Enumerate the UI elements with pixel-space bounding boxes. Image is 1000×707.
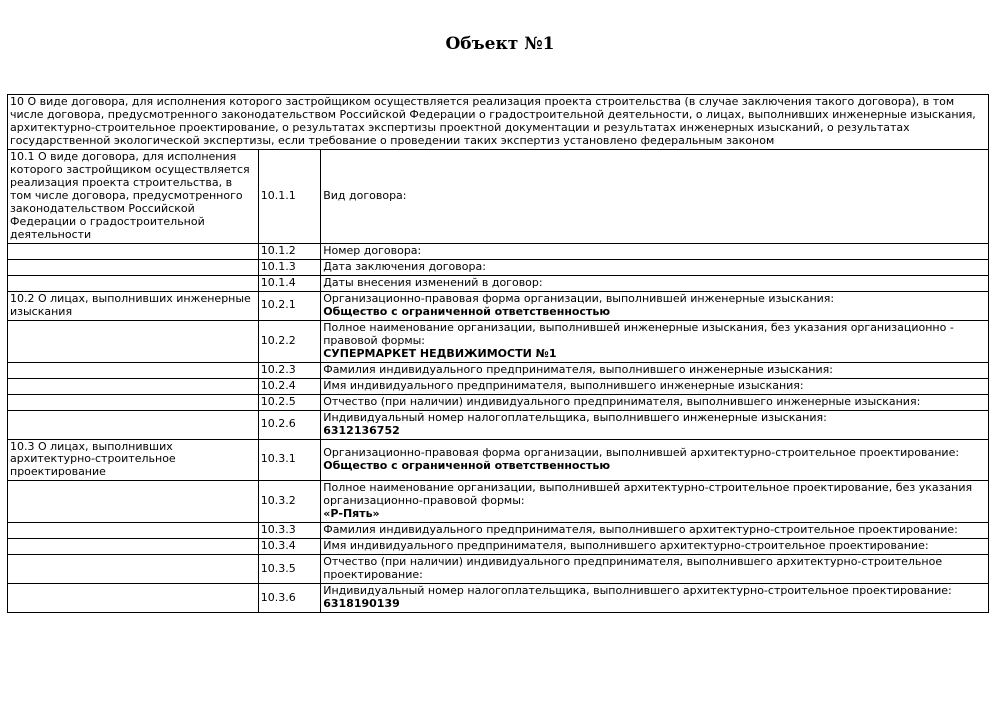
object-declaration-table [7,94,989,613]
row-content-cell [321,584,989,613]
row-label: Отчество (при наличии) индивидуального предпринимателя, выполнившего архитектурно-строительное проектирование: [323,555,943,582]
row-content-cell [321,378,989,394]
row-label: Даты внесения изменений в договор: [323,275,543,289]
section-title-cell [8,555,259,584]
row-label: Имя индивидуального предпринимателя, выполнившего инженерные изыскания: [323,378,804,392]
table-row [8,555,989,584]
section-title-cell [8,243,259,259]
section-title-cell: 10.1 О виде договора, для исполнения которого застройщиком осуществляется реализация проекта строительства, в том числе договора, предусмотренного законодательством Российской Федерации о градостроительной деятельности [8,150,259,244]
row-label: Полное наименование организации, выполнившей архитектурно-строительное проектирование, без указания организационно-правовой формы: [323,481,973,508]
row-label: Индивидуальный номер налогоплательщика, выполнившего архитектурно-строительное проектирование: [323,584,952,598]
section-title-cell [8,259,259,275]
section-title-cell [8,275,259,291]
row-code-cell: 10.1.4 [258,275,320,291]
row-label: Индивидуальный номер налогоплательщика, выполнившего инженерные изыскания: [323,410,827,424]
table-row [8,243,989,259]
row-content-cell [321,243,989,259]
row-content-cell [321,275,989,291]
row-content-cell [321,523,989,539]
section-title-cell: 10.2 О лицах, выполнивших инженерные изыскания [8,291,259,320]
section-title-cell [8,523,259,539]
row-content-cell [321,439,989,481]
row-label: Номер договора: [323,243,422,257]
row-code-cell: 10.3.2 [258,481,320,523]
table-row [8,362,989,378]
table-row [8,150,989,244]
row-code-cell: 10.3.5 [258,555,320,584]
row-label: Отчество (при наличии) индивидуального предпринимателя, выполнившего инженерные изыскания: [323,394,921,408]
table-row [8,481,989,523]
row-label: Дата заключения договора: [323,259,486,273]
table-row [8,291,989,320]
table-row [8,378,989,394]
row-code-cell: 10.1.2 [258,243,320,259]
table-row [8,410,989,439]
section-10-header-cell: 10 О виде договора, для исполнения которого застройщиком осуществляется реализация проекта строительства (в случае заключения такого договора), в том числе договора, предусмотренного законодательством Российской Федерации о градостроительной деятельности, о лицах, выполнивших инженерные изыскания, архитектурно-строительное проектирование, о результатах экспертизы проектной документации и результатах инженерных изысканий, о результатах государственной экологической экспертизы, если требование о проведении таких экспертиз установлено федеральным законом [8,95,989,150]
row-code-cell: 10.2.6 [258,410,320,439]
row-code-cell: 10.2.2 [258,320,320,362]
table-row [8,394,989,410]
row-code-cell: 10.2.5 [258,394,320,410]
section-title-cell [8,410,259,439]
section-title-cell [8,362,259,378]
row-label: Вид договора: [323,189,407,203]
row-content-cell [321,555,989,584]
table-row [8,439,989,481]
row-content-cell [321,481,989,523]
section-title-cell [8,394,259,410]
row-label: Полное наименование организации, выполнившей инженерные изыскания, без указания организационно - правовой формы: [323,320,954,347]
table-header-row [8,95,989,150]
table-row [8,584,989,613]
row-code-cell: 10.3.1 [258,439,320,481]
row-content-cell [321,362,989,378]
row-code-cell: 10.2.3 [258,362,320,378]
section-title-cell [8,320,259,362]
row-label: Фамилия индивидуального предпринимателя, выполнившего инженерные изыскания: [323,362,833,376]
table-row [8,259,989,275]
row-code-cell: 10.3.3 [258,523,320,539]
table-row [8,275,989,291]
table-row [8,523,989,539]
row-code-cell: 10.1.3 [258,259,320,275]
row-code-cell: 10.3.6 [258,584,320,613]
row-value: 6312136752 [323,423,400,437]
row-content-cell [321,539,989,555]
section-title-cell: 10.3 О лицах, выполнивших архитектурно-строительное проектирование [8,439,259,481]
row-label: Организационно-правовая форма организации, выполнившей архитектурно-строительное проектирование: [323,445,960,459]
row-value: 6318190139 [323,597,400,611]
page-title: Объект №1 [445,34,555,54]
row-value: «Р-Пять» [323,507,380,521]
row-value: Общество с ограниченной ответственностью [323,458,611,472]
row-content-cell [321,150,989,244]
row-content-cell [321,291,989,320]
row-label: Фамилия индивидуального предпринимателя, выполнившего архитектурно-строительное проектирование: [323,523,958,537]
section-title-cell [8,539,259,555]
section-title-cell [8,584,259,613]
section-title-cell [8,378,259,394]
table-row [8,320,989,362]
row-content-cell [321,320,989,362]
row-code-cell: 10.2.4 [258,378,320,394]
row-value: СУПЕРМАРКЕТ НЕДВИЖИМОСТИ №1 [323,346,557,360]
row-code-cell: 10.3.4 [258,539,320,555]
row-content-cell [321,410,989,439]
section-title-cell [8,481,259,523]
table-row [8,539,989,555]
declaration-table-body [8,95,989,613]
row-label: Имя индивидуального предпринимателя, выполнившего архитектурно-строительное проектирование: [323,539,929,553]
row-label: Организационно-правовая форма организации, выполнившей инженерные изыскания: [323,291,835,305]
row-content-cell [321,394,989,410]
row-value: Общество с ограниченной ответственностью [323,304,611,318]
row-code-cell: 10.1.1 [258,150,320,244]
row-content-cell [321,259,989,275]
row-code-cell: 10.2.1 [258,291,320,320]
